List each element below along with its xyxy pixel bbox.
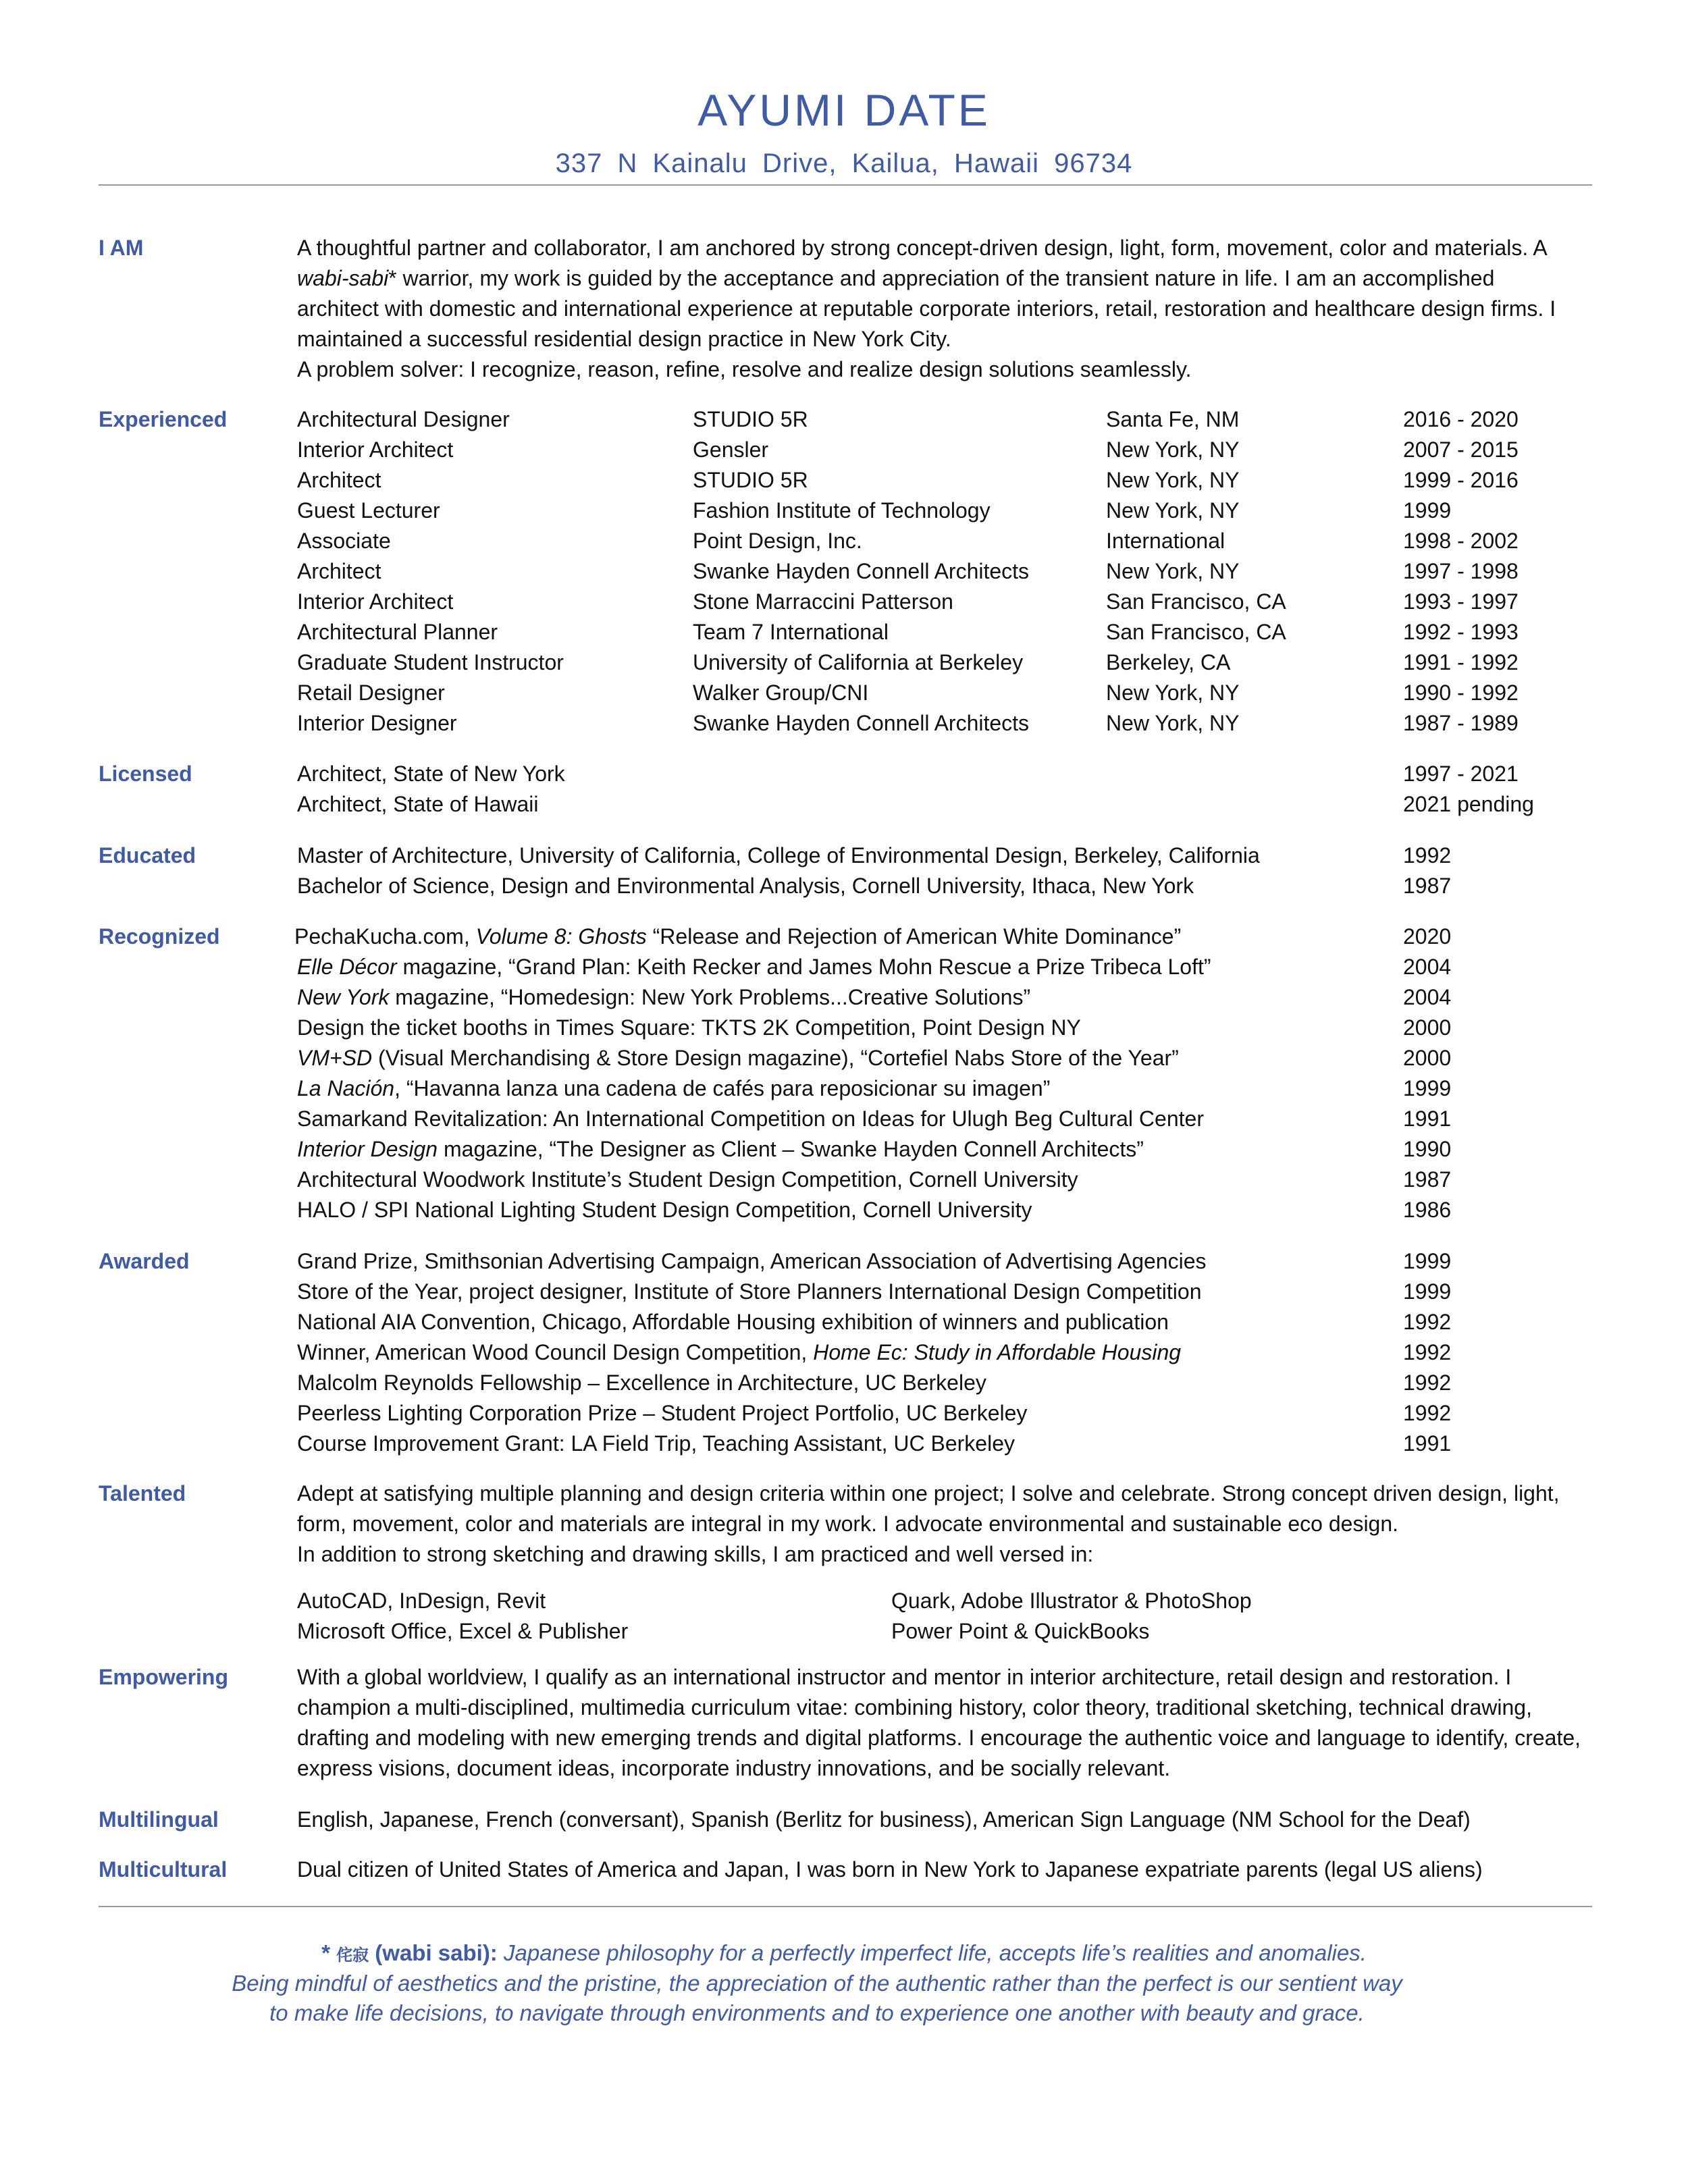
experience-role: Architectural Designer [297,407,510,431]
experience-location: International [1106,529,1225,553]
talented-text: Adept at satisfying multiple planning and design criteria within one project; I solve and celebrate. Strong concept driven design, light, form, movement, color and materials are integral in my work. I advocate environmental and sustainable eco design. [297,1481,1560,1536]
award-item [297,1307,1169,1337]
experience-years: 2016 - 2020 [1403,407,1519,431]
italic-title: Home Ec: Study in Affordable Housing [813,1340,1182,1364]
text-part: Peerless Lighting Corporation Prize – Student Project Portfolio, UC Berkeley [297,1401,1028,1425]
section-heading-educated: Educated [99,843,196,868]
recognition-year: 2004 [1403,985,1452,1009]
text-part: Course Improvement Grant: LA Field Trip, Teaching Assistant, UC Berkeley [297,1431,1015,1456]
multilingual-text: English, Japanese, French (conversant), Spanish (Berlitz for business), American Sign Language (NM School for the Deaf) [297,1807,1471,1832]
italic-title: Interior Design [297,1137,438,1161]
recognition-item [297,1195,1032,1225]
award-item [297,1429,1015,1459]
footnote-term: (wabi sabi): [375,1940,498,1965]
experience-role: Graduate Student Instructor [297,650,564,674]
skills-left-1: AutoCAD, InDesign, Revit [297,1589,546,1613]
footnote-line-1 [0,1938,1688,1971]
section-heading-empowering: Empowering [99,1665,229,1689]
text-part: Winner, American Wood Council Design Competition, [297,1340,814,1364]
education-year: 1987 [1403,874,1452,898]
text-part: Store of the Year, project designer, Institute of Store Planners International Design Competition [297,1279,1202,1304]
skills-left-2: Microsoft Office, Excel & Publisher [297,1619,629,1643]
footnote-asterisk: * [321,1940,330,1965]
experience-role: Architect [297,468,381,492]
experience-firm: STUDIO 5R [693,468,808,492]
award-item [297,1368,986,1398]
award-item [297,1337,1181,1368]
i-am-paragraph [297,233,1566,385]
recognition-item [297,952,1211,982]
recognition-year: 2020 [1403,924,1452,949]
experience-years: 1992 - 1993 [1403,620,1519,644]
experience-role: Interior Designer [297,711,457,735]
experience-years: 1998 - 2002 [1403,529,1519,553]
footnote-definition: Japanese philosophy for a perfectly imperfect life, accepts life’s realities and anomalies. [503,1940,1367,1965]
footnote-line-3: to make life decisions, to navigate through environments and to experience one another with beauty and grace. [269,2000,1365,2025]
award-item [297,1277,1201,1307]
text-part: magazine, “The Designer as Client – Swanke Hayden Connell Architects” [438,1137,1144,1161]
award-year: 1992 [1403,1401,1452,1425]
section-heading-awarded: Awarded [99,1249,190,1273]
recognition-item [297,1043,1179,1073]
experience-years: 1999 [1403,498,1452,523]
multicultural-text: Dual citizen of United States of America and Japan, I was born in New York to Japanese expatriate parents (legal US aliens) [297,1857,1483,1882]
text-part: (Visual Merchandising & Store Design magazine), “Cortefiel Nabs Store of the Year” [372,1046,1179,1070]
education-year: 1992 [1403,843,1452,868]
section-heading-multilingual: Multilingual [99,1807,219,1832]
text-part: “Release and Rejection of American White Dominance” [646,924,1182,949]
recognition-item [297,982,1030,1013]
license-item: Architect, State of New York [297,762,565,786]
text-part: Grand Prize, Smithsonian Advertising Campaign, American Association of Advertising Agencies [297,1249,1207,1273]
experience-role: Architect [297,559,381,583]
experience-years: 1990 - 1992 [1403,681,1519,705]
text-part: PechaKucha.com, [294,924,476,949]
section-heading-experienced: Experienced [99,407,228,431]
education-item: Master of Architecture, University of California, College of Environmental Design, Berkeley, California [297,843,1260,868]
skills-right-1: Quark, Adobe Illustrator & PhotoShop [891,1589,1252,1613]
recognition-year: 1999 [1403,1076,1452,1100]
recognition-item [297,1104,1204,1134]
i-am-intro-rest: * warrior, my work is guided by the acceptance and appreciation of the transient nature in life. I am an accomplished architect with domestic and international experience at reputable corporate interiors, retail, restoration and healthcare design firms. I maintained a successful residential design practice in New York City. [297,266,1556,351]
header-divider [99,184,1592,186]
footnote-kanji: 侘寂 [336,1946,369,1965]
text-part: Architectural Woodwork Institute’s Student Design Competition, Cornell University [297,1167,1078,1192]
experience-location: Santa Fe, NM [1106,407,1240,431]
skills-right-2: Power Point & QuickBooks [891,1619,1150,1643]
experience-location: New York, NY [1106,498,1240,523]
recognition-item [297,1013,1081,1043]
license-item: Architect, State of Hawaii [297,792,539,816]
recognition-year: 2000 [1403,1046,1452,1070]
experience-location: San Francisco, CA [1106,589,1286,614]
experience-location: Berkeley, CA [1106,650,1231,674]
experience-location: New York, NY [1106,559,1240,583]
resume-name: AYUMI DATE [697,85,991,135]
experience-firm: Swanke Hayden Connell Architects [693,559,1030,583]
italic-title: Volume 8: Ghosts [475,924,647,949]
experience-firm: Stone Marraccini Patterson [693,589,953,614]
italic-title: VM+SD [297,1046,373,1070]
experience-location: New York, NY [1106,681,1240,705]
recognition-item [294,922,1181,952]
license-years: 2021 pending [1403,792,1534,816]
award-year: 1992 [1403,1340,1452,1364]
experience-role: Interior Architect [297,589,454,614]
text-part: National AIA Convention, Chicago, Affordable Housing exhibition of winners and publication [297,1310,1169,1334]
experience-location: San Francisco, CA [1106,620,1286,644]
experience-firm: Fashion Institute of Technology [693,498,991,523]
recognition-year: 2000 [1403,1015,1452,1040]
talented-paragraph [297,1479,1600,1570]
italic-title: Elle Décor [297,955,397,979]
experience-role: Retail Designer [297,681,445,705]
award-item [297,1246,1206,1277]
text-part: Malcolm Reynolds Fellowship – Excellence in Architecture, UC Berkeley [297,1370,986,1395]
text-part: HALO / SPI National Lighting Student Design Competition, Cornell University [297,1198,1032,1222]
text-part: Samarkand Revitalization: An International Competition on Ideas for Ulugh Beg Cultural Center [297,1107,1204,1131]
experience-years: 1987 - 1989 [1403,711,1519,735]
resume-address: 337 N Kainalu Drive, Kailua, Hawaii 96734 [555,149,1133,178]
experience-years: 1991 - 1992 [1403,650,1519,674]
recognition-year: 1990 [1403,1137,1452,1161]
experience-location: New York, NY [1106,711,1240,735]
recognition-year: 1986 [1403,1198,1452,1222]
footnote-line-2: Being mindful of aesthetics and the pristine, the appreciation of the authentic rather than the perfect is our sentient way [232,1971,1402,1996]
award-year: 1999 [1403,1249,1452,1273]
section-heading-licensed: Licensed [99,762,192,786]
wabi-sabi-term: wabi-sabi [297,266,389,290]
text-part: magazine, “Grand Plan: Keith Recker and James Mohn Rescue a Prize Tribeca Loft” [396,955,1211,979]
empowering-paragraph: With a global worldview, I qualify as an international instructor and mentor in interior architecture, retail design and restoration. I champion a multi-disciplined, multimedia curriculum vitae: combining history, color theory, traditional sketching, technical drawing, drafting and modeling with new emerging trends and digital platforms. I encourage the authentic voice and language to identify, create, express visions, document ideas, incorporate industry innovations, and be socially relevant. [297,1665,1581,1780]
experience-years: 1993 - 1997 [1403,589,1519,614]
talented-intro: In addition to strong sketching and drawing skills, I am practiced and well versed in: [297,1542,1094,1566]
footer-divider [99,1906,1592,1907]
text-part: Design the ticket booths in Times Square: TKTS 2K Competition, Point Design NY [297,1015,1081,1040]
section-heading-recognized: Recognized [99,924,220,949]
experience-firm: Walker Group/CNI [693,681,869,705]
i-am-intro-text: A thoughtful partner and collaborator, I am anchored by strong concept-driven design, light, form, movement, color and materials. A [297,236,1546,260]
experience-firm: University of California at Berkeley [693,650,1024,674]
experience-firm: Swanke Hayden Connell Architects [693,711,1030,735]
award-year: 1991 [1403,1431,1452,1456]
education-item: Bachelor of Science, Design and Environmental Analysis, Cornell University, Ithaca, New York [297,874,1194,898]
experience-role: Associate [297,529,391,553]
recognition-item [297,1134,1144,1165]
award-year: 1992 [1403,1370,1452,1395]
experience-role: Architectural Planner [297,620,498,644]
text-part: magazine, “Homedesign: New York Problems...Creative Solutions” [389,985,1031,1009]
section-heading-i-am: I AM [99,236,144,260]
recognition-year: 1987 [1403,1167,1452,1192]
experience-years: 1997 - 1998 [1403,559,1519,583]
recognition-item [297,1165,1078,1195]
award-item [297,1398,1027,1429]
recognition-year: 1991 [1403,1107,1452,1131]
award-year: 1999 [1403,1279,1452,1304]
i-am-problem-solver: A problem solver: I recognize, reason, refine, resolve and realize design solutions seamlessly. [297,357,1192,381]
recognition-year: 2004 [1403,955,1452,979]
license-years: 1997 - 2021 [1403,762,1519,786]
experience-role: Guest Lecturer [297,498,440,523]
experience-location: New York, NY [1106,468,1240,492]
section-heading-multicultural: Multicultural [99,1857,228,1882]
experience-firm: Point Design, Inc. [693,529,862,553]
experience-firm: Team 7 International [693,620,889,644]
experience-firm: Gensler [693,437,769,462]
experience-role: Interior Architect [297,437,454,462]
award-year: 1992 [1403,1310,1452,1334]
experience-location: New York, NY [1106,437,1240,462]
i-am-intro [297,233,1566,354]
italic-title: La Nación [297,1076,395,1100]
recognition-item [297,1073,1050,1104]
section-heading-talented: Talented [99,1481,186,1506]
experience-firm: STUDIO 5R [693,407,808,431]
experience-years: 1999 - 2016 [1403,468,1519,492]
italic-title: New York [297,985,390,1009]
experience-years: 2007 - 2015 [1403,437,1519,462]
text-part: , “Havanna lanza una cadena de cafés para reposicionar su imagen” [394,1076,1051,1100]
